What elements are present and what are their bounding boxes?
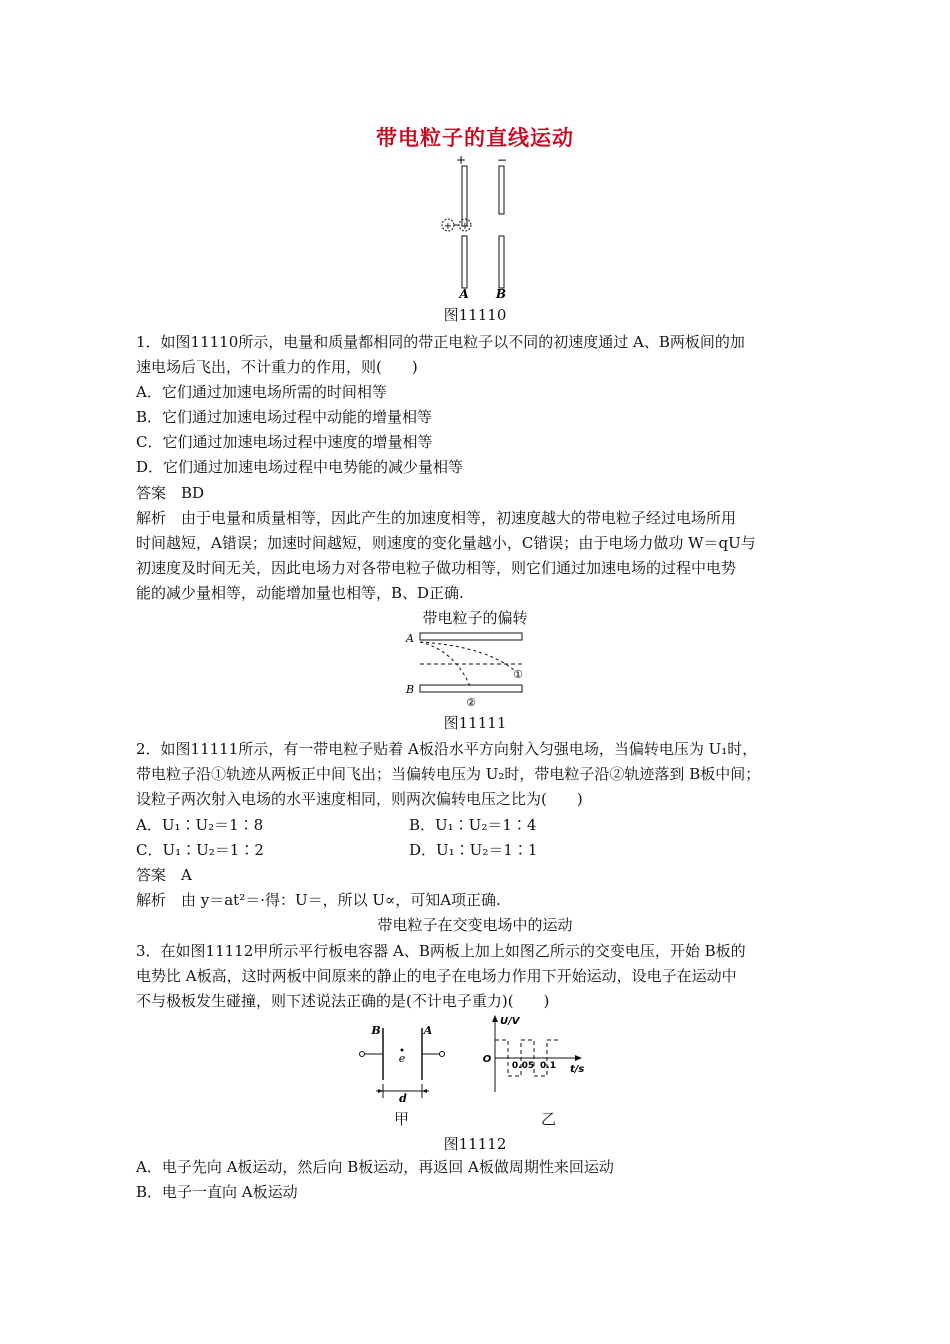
svg-text:e: e [398, 1052, 406, 1065]
svg-text:A: A [423, 1024, 433, 1037]
q3-option-b: B．电子一直向 A板运动 [136, 1183, 298, 1201]
svg-text:t/s: t/s [570, 1064, 585, 1075]
svg-text:0.1: 0.1 [540, 1061, 556, 1071]
q1-analysis: 初速度及时间无关，因此电场力对各带电粒子做功相等，则它们通过加速电场的过程中电势 [136, 559, 737, 577]
plate-a [420, 633, 522, 640]
q2-line: 2．如图11111所示，有一带电粒子贴着 A板沿水平方向射入匀强电场，当偏转电压为 U₁时， [136, 740, 758, 758]
q1-option-c: C．它们通过加速电场过程中速度的增量相等 [136, 433, 433, 451]
q3-line: 不与极板发生碰撞，则下述说法正确的是(不计电子重力)( ) [136, 992, 550, 1010]
svg-text:①: ① [513, 668, 523, 681]
svg-text:B: B [371, 1024, 381, 1037]
q1-analysis: 时间越短，A错误；加速时间越短，则速度的变化量越小，C错误；由于电场力做功 W＝qU与 [136, 534, 756, 552]
svg-text:d: d [399, 1092, 407, 1104]
svg-text:+: + [460, 221, 470, 232]
svg-text:②: ② [466, 696, 476, 709]
svg-text:B: B [405, 683, 415, 696]
plus-sign: + [455, 154, 467, 167]
label-b: B [495, 287, 507, 301]
plate-a-upper [462, 166, 467, 226]
figure-subcaption-yi: 乙 [541, 1110, 557, 1128]
q2-option-d: D．U₁∶U₂＝1∶1 [409, 841, 538, 859]
figure-caption: 图11110 [443, 306, 507, 324]
plate-a-lower [462, 236, 467, 288]
section-heading: 带电粒子的偏转 [422, 609, 528, 627]
q2-answer: 答案 A [136, 866, 192, 884]
q2-option-b: B．U₁∶U₂＝1∶4 [409, 816, 537, 834]
figure-11112-waveform [478, 1012, 590, 1096]
figure-caption: 图11111 [443, 714, 507, 732]
section-heading: 带电粒子在交变电场中的运动 [377, 916, 573, 934]
q1-option-b: B．它们通过加速电场过程中动能的增量相等 [136, 408, 433, 426]
q2-option-c: C．U₁∶U₂＝1∶2 [136, 841, 264, 859]
label-a: A [459, 287, 469, 301]
figure-11110 [436, 154, 526, 302]
minus-sign: − [496, 154, 508, 167]
svg-text:+: + [443, 221, 453, 232]
svg-text:A: A [406, 632, 414, 645]
q2-line: 设粒子两次射入电场的水平速度相同，则两次偏转电压之比为( ) [136, 790, 583, 808]
plate-b [420, 685, 522, 692]
svg-text:0.05: 0.05 [511, 1061, 535, 1071]
svg-text:O: O [482, 1054, 492, 1065]
plate-b-lower [499, 236, 504, 288]
q1-analysis: 解析 由于电量和质量相等，因此产生的加速度相等，初速度越大的带电粒子经过电场所用 [136, 509, 737, 527]
trajectory-1 [420, 642, 514, 670]
q2-option-a: A．U₁∶U₂＝1∶8 [136, 816, 264, 834]
q1-option-d: D．它们通过加速电场过程中电势能的减少量相等 [136, 458, 464, 476]
q2-line: 带电粒子沿①轨迹从两板正中间飞出；当偏转电压为 U₂时，带电粒子沿②轨迹落到 B板中间； [136, 765, 761, 783]
q3-line: 3．在如图11112甲所示平行板电容器 A、B两板上加上如图乙所示的交变电压，开始 B板的 [136, 942, 746, 960]
q2-analysis: 解析 由 y＝at²＝·得：U＝，所以 U∝，可知A项正确. [136, 891, 501, 909]
page-title: 带电粒子的直线运动 [376, 126, 574, 150]
q1-analysis: 能的减少量相等，动能增加量也相等，B、D正确. [136, 584, 464, 602]
q1-answer: 答案 BD [136, 484, 205, 502]
q1-option-a: A．它们通过加速电场所需的时间相等 [136, 383, 387, 401]
figure-11112-capacitor [356, 1020, 456, 1104]
q1-line: 1．如图11110所示，电量和质量都相同的带正电粒子以不同的初速度通过 A、B两板间的加 [136, 333, 745, 351]
figure-subcaption-jia: 甲 [394, 1110, 410, 1128]
figure-11111 [404, 628, 534, 710]
q1-line: 速电场后飞出，不计重力的作用，则( ) [136, 358, 418, 376]
svg-text:U/V: U/V [500, 1016, 520, 1027]
plate-b-upper [499, 166, 504, 214]
figure-caption: 图11112 [443, 1135, 507, 1153]
q3-line: 电势比 A板高，这时两板中间原来的静止的电子在电场力作用下开始运动，设电子在运动中 [136, 967, 737, 985]
q3-option-a: A．电子先向 A板运动，然后向 B板运动，再返回 A板做周期性来回运动 [136, 1158, 614, 1176]
